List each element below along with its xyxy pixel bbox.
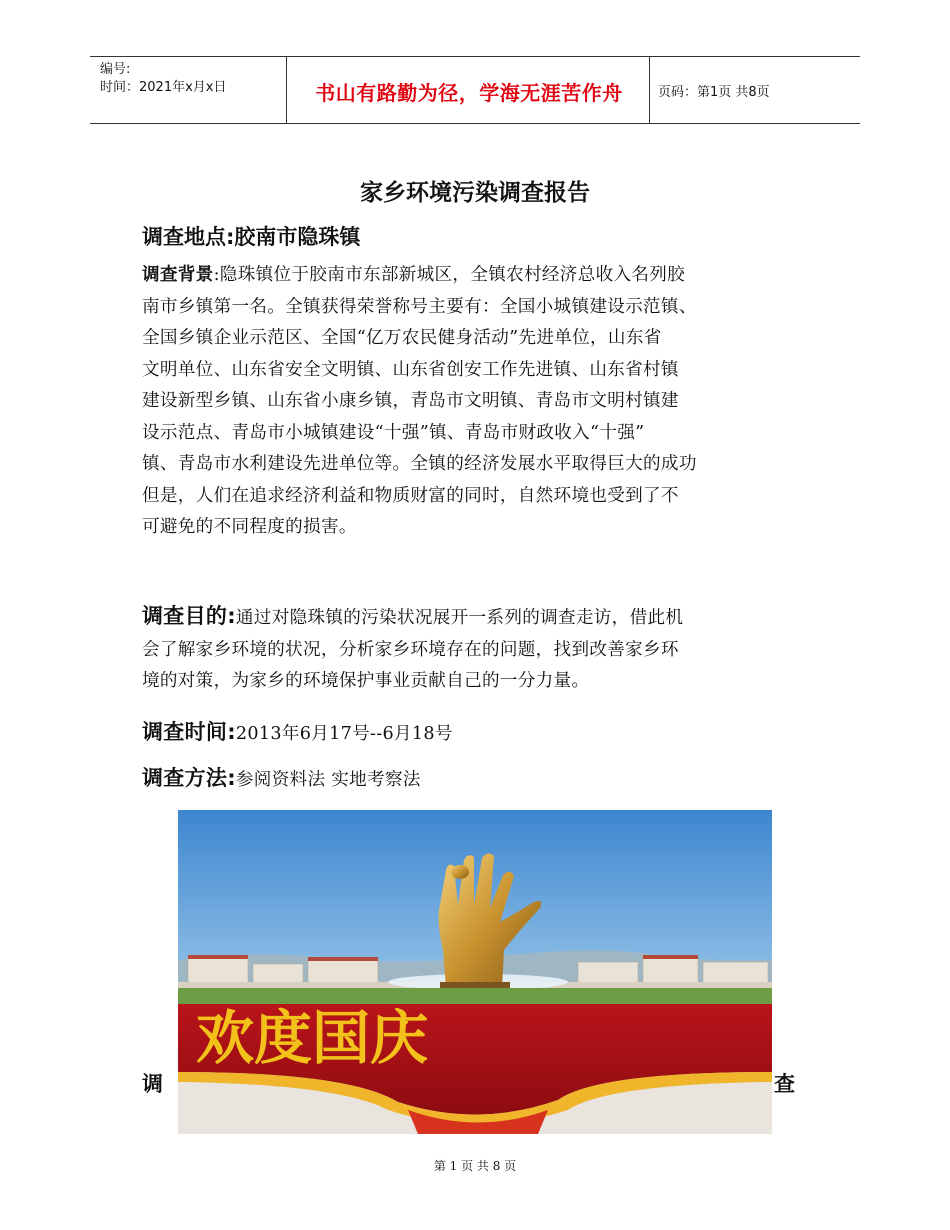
paragraph-line: 调查背景:隐珠镇位于胶南市东部新城区，全镇农村经济总收入名列胶 [142,265,686,285]
time-value: 2013年6月17号--6月18号 [235,724,453,744]
number-label: 编号: [100,62,131,77]
motto: 书山有路勤为径，学海无涯苦作舟 [315,81,623,105]
paragraph-line: 会了解家乡环境的状况，分析家乡环境存在的问题，找到改善家乡环 [142,639,679,660]
time-label: 调查时间: [142,720,236,744]
overflow-char-right: 查 [774,1072,795,1096]
overflow-char-left: 调 [142,1072,163,1096]
paragraph-line: 文明单位、山东省安全文明镇、山东省创安工作先进镇、山东省村镇 [142,359,679,380]
header-divider [286,57,287,123]
paragraph-line: 南市乡镇第一名。全镇获得荣誉称号主要有：全国小城镇建设示范镇、 [142,296,697,317]
paragraph-line: 镇、青岛市水利建设先进单位等。全镇的经济发展水平取得巨大的成功 [142,454,697,474]
header-meta [100,61,226,97]
paragraph-line: 境的对策，为家乡的环境保护事业贡献自己的一分力量。 [142,671,590,691]
flower-lettering: 欢度国庆 [196,1004,429,1072]
paragraph-line: 全国乡镇企业示范区、全国“亿万农民健身活动”先进单位，山东省 [142,328,662,348]
page-footer: 第 1 页 共 8 页 [433,1159,517,1173]
method-value: 参阅资料法 实地考察法 [235,770,421,790]
background-label: 调查背景 [142,265,214,285]
time-paragraph [142,717,832,751]
paragraph-line: 但是，人们在追求经济利益和物质财富的同时，自然环境也受到了不 [142,485,679,506]
purpose-label: 调查目的: [142,604,236,628]
background-paragraph [142,260,832,544]
paragraph-line: 可避免的不同程度的损害。 [142,517,357,537]
paragraph-line: 调查目的:通过对隐珠镇的污染状况展开一系列的调查走访，借此机 [142,604,684,628]
method-paragraph [142,763,832,797]
purpose-paragraph [142,601,832,698]
time-label: 时间：2021年x月x日 [100,80,227,95]
paragraph-line: 设示范点、青岛市小城镇建设“十强”镇、青岛市财政收入“十强” [142,422,645,443]
header-table [90,56,860,124]
sculpture-photo-art [178,810,772,1134]
survey-location: 调查地点:胶南市隐珠镇 [142,225,361,249]
paragraph-line: 建设新型乡镇、山东省小康乡镇，青岛市文明镇、青岛市文明村镇建 [142,391,679,411]
document-title: 家乡环境污染调查报告 [360,180,590,206]
page-indicator: 页码：第1页 共8页 [658,85,770,100]
method-label: 调查方法: [142,766,236,790]
sculpture-photo [178,810,772,1134]
